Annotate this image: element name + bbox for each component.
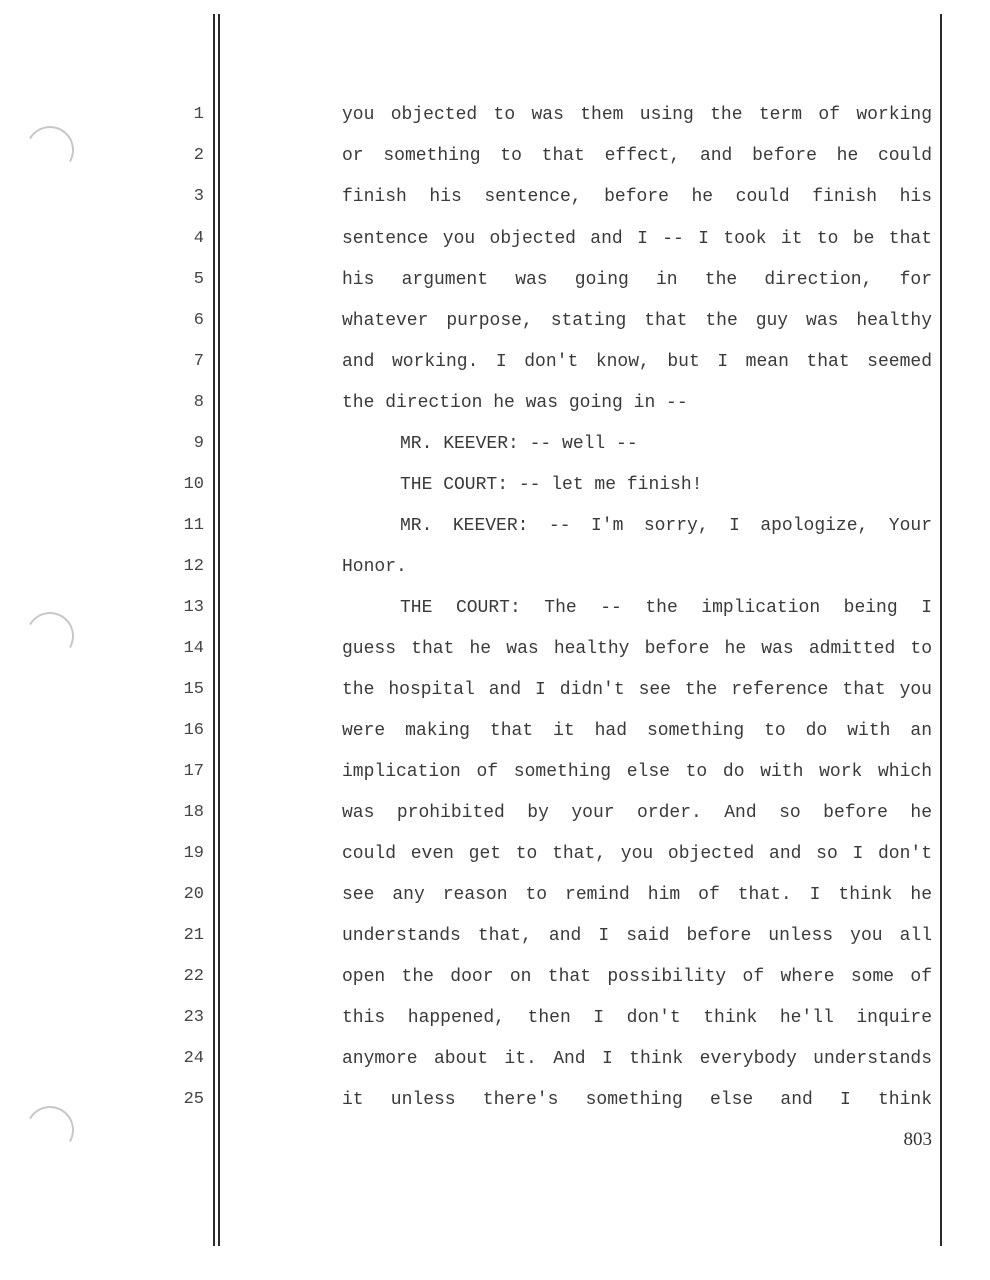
line-number: 10 <box>183 475 204 494</box>
transcript-line <box>0 388 990 418</box>
line-number: 18 <box>183 803 204 822</box>
line-text: open the door on that possibility of where some of <box>342 967 932 987</box>
transcript-line <box>0 306 990 336</box>
line-number: 17 <box>183 762 204 781</box>
line-number: 22 <box>183 967 204 986</box>
line-number: 20 <box>183 885 204 904</box>
line-number: 11 <box>183 516 204 535</box>
line-number: 5 <box>193 270 204 289</box>
line-text: whatever purpose, stating that the guy was healthy <box>342 311 932 331</box>
transcript-line <box>0 634 990 664</box>
line-text: or something to that effect, and before he could <box>342 146 932 166</box>
line-number: 4 <box>193 229 204 248</box>
transcript-line <box>0 100 990 130</box>
line-text: you objected to was them using the term of working <box>342 105 932 125</box>
line-text: Honor. <box>342 557 407 577</box>
transcript-line <box>0 511 990 541</box>
line-text: understands that, and I said before unless you all <box>342 926 932 946</box>
line-text: sentence you objected and I -- I took it to be that <box>342 229 932 249</box>
transcript-line <box>0 429 990 459</box>
line-text: and working. I don't know, but I mean that seemed <box>342 352 932 372</box>
line-number: 9 <box>193 434 204 453</box>
transcript-line <box>0 921 990 951</box>
line-text: his argument was going in the direction, for <box>342 270 932 290</box>
line-text: finish his sentence, before he could finish his <box>342 187 932 207</box>
page-number: 803 <box>903 1129 932 1150</box>
line-number: 16 <box>183 721 204 740</box>
transcript-line <box>0 1085 990 1115</box>
line-number: 2 <box>193 146 204 165</box>
transcript-line <box>0 182 990 212</box>
line-text: were making that it had something to do with an <box>342 721 932 741</box>
line-number: 1 <box>193 105 204 124</box>
line-number: 13 <box>183 598 204 617</box>
line-number: 6 <box>193 311 204 330</box>
line-text: THE COURT: The -- the implication being I <box>400 598 932 618</box>
line-number: 15 <box>183 680 204 699</box>
line-text: MR. KEEVER: -- I'm sorry, I apologize, Your <box>400 516 932 536</box>
transcript-line <box>0 839 990 869</box>
transcript-line <box>0 1003 990 1033</box>
transcript-line <box>0 757 990 787</box>
line-text: THE COURT: -- let me finish! <box>400 475 703 495</box>
line-number: 24 <box>183 1049 204 1068</box>
transcript-line <box>0 347 990 377</box>
transcript-line <box>0 716 990 746</box>
transcript-line <box>0 552 990 582</box>
line-text: anymore about it. And I think everybody understands <box>342 1049 932 1069</box>
transcript-line <box>0 593 990 623</box>
line-text: implication of something else to do with work which <box>342 762 932 782</box>
transcript-line <box>0 962 990 992</box>
transcript-line <box>0 880 990 910</box>
line-text: the hospital and I didn't see the reference that you <box>342 680 932 700</box>
line-number: 23 <box>183 1008 204 1027</box>
transcript-line <box>0 675 990 705</box>
transcript-line <box>0 141 990 171</box>
line-number: 19 <box>183 844 204 863</box>
line-number: 25 <box>183 1090 204 1109</box>
transcript-line <box>0 224 990 254</box>
transcript-line <box>0 265 990 295</box>
line-number: 3 <box>193 187 204 206</box>
line-number: 12 <box>183 557 204 576</box>
line-text: could even get to that, you objected and so I don't <box>342 844 932 864</box>
line-number: 14 <box>183 639 204 658</box>
line-number: 8 <box>193 393 204 412</box>
line-number: 7 <box>193 352 204 371</box>
transcript-line <box>0 1044 990 1074</box>
line-text: see any reason to remind him of that. I think he <box>342 885 932 905</box>
line-text: the direction he was going in -- <box>342 393 688 413</box>
line-number: 21 <box>183 926 204 945</box>
line-text: it unless there's something else and I think <box>342 1090 932 1110</box>
line-text: this happened, then I don't think he'll inquire <box>342 1008 932 1028</box>
line-text: guess that he was healthy before he was admitted to <box>342 639 932 659</box>
line-text: was prohibited by your order. And so before he <box>342 803 932 823</box>
transcript-line <box>0 470 990 500</box>
transcript-line <box>0 798 990 828</box>
line-text: MR. KEEVER: -- well -- <box>400 434 638 454</box>
